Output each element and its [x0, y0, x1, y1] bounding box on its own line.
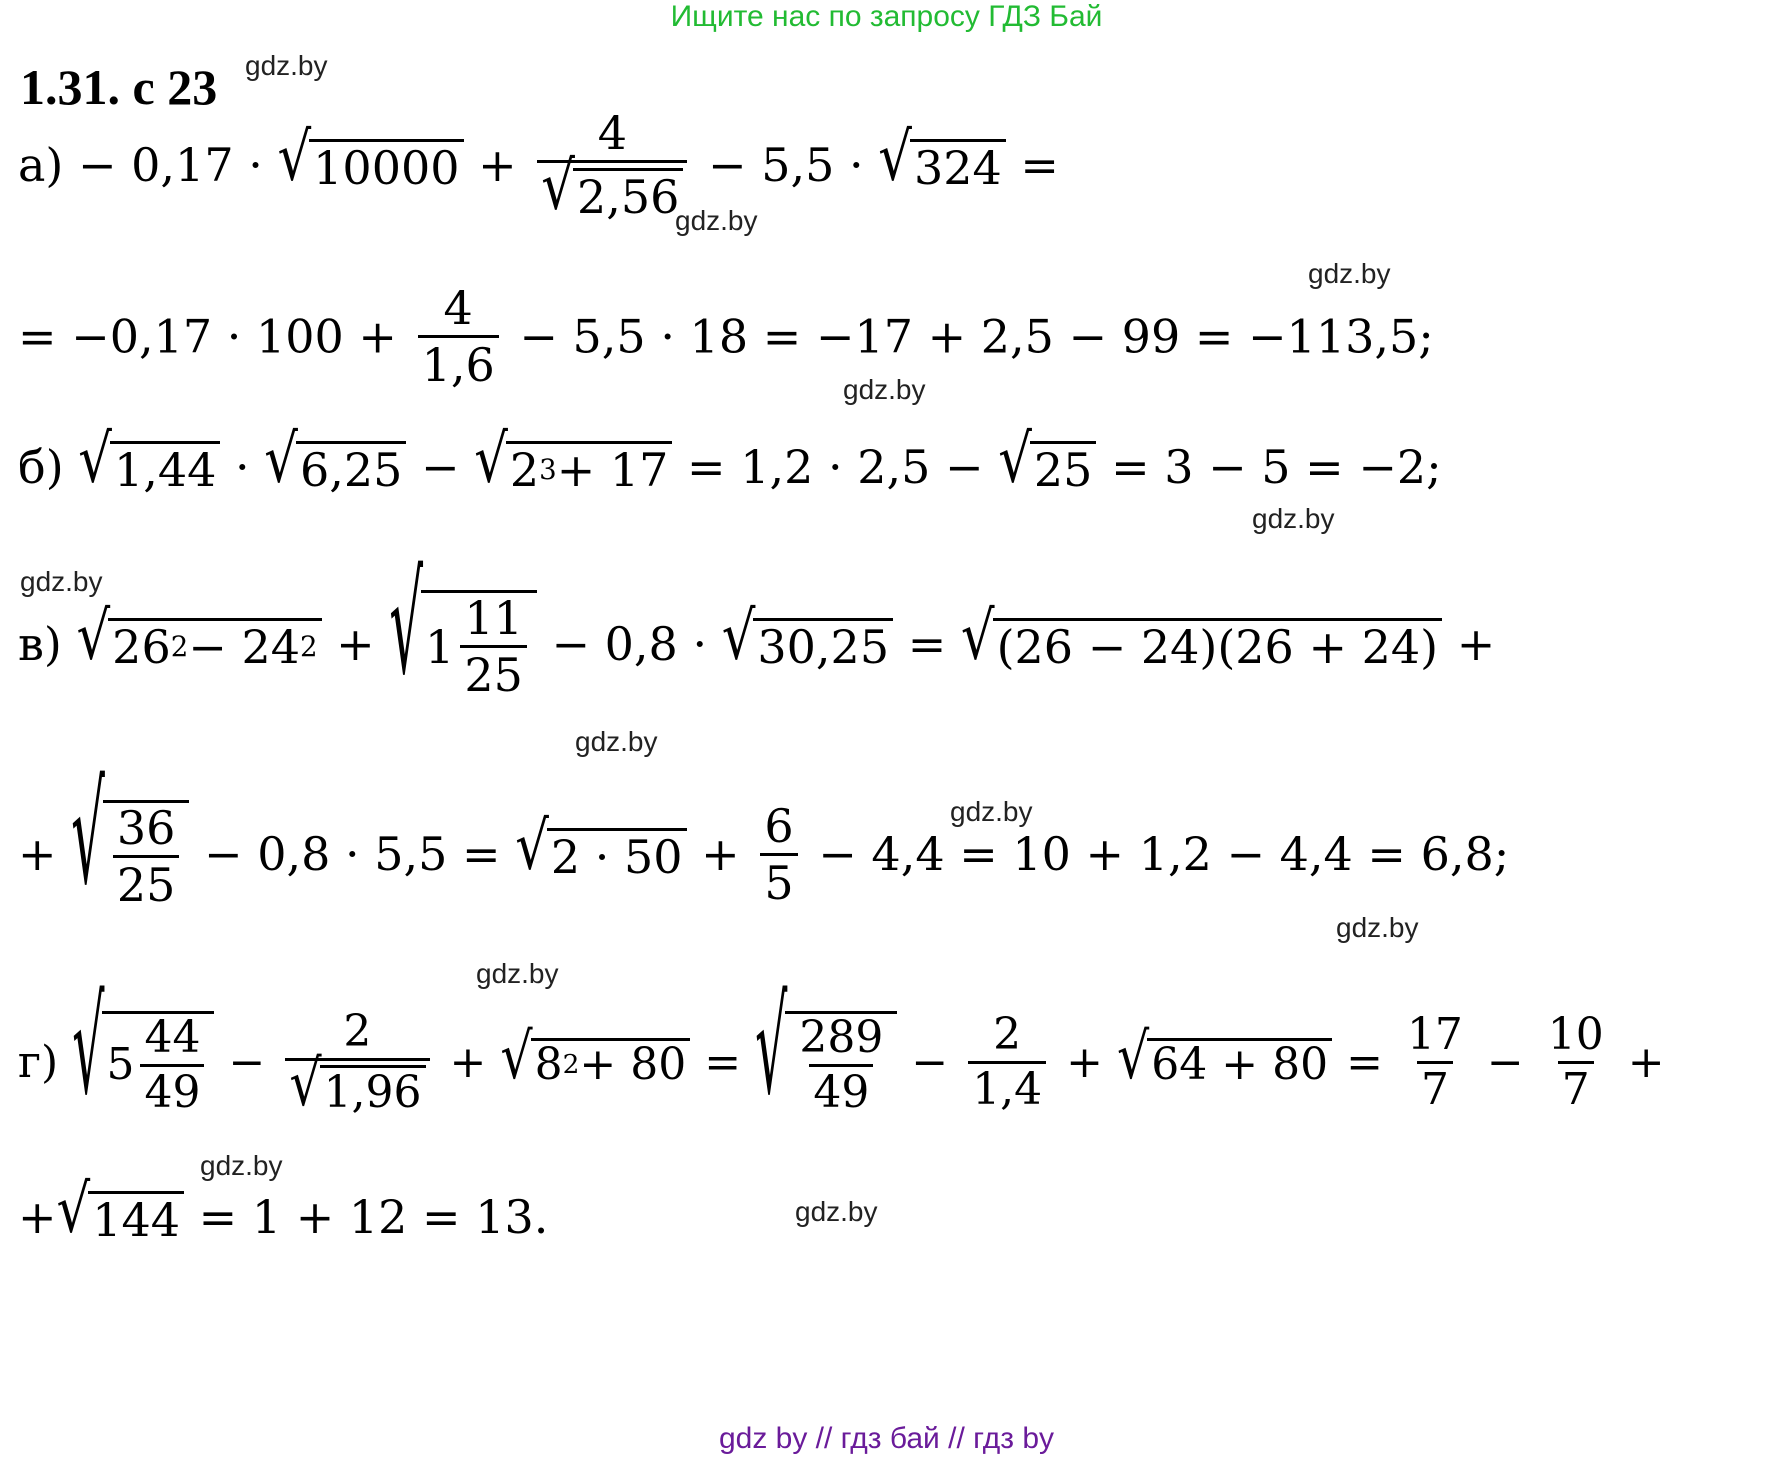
- fraction: $\frac{2}{1,4}$: [968, 1013, 1046, 1112]
- watermark: gdz.by: [843, 374, 926, 405]
- root: √ 5 $\frac{44}{49}$: [72, 1011, 214, 1115]
- root: √ 8 2 + 80: [500, 1038, 690, 1089]
- root: √ 6,25: [264, 441, 406, 494]
- solution-line-g2: + √ 144 = 1 + 12 = 13.: [18, 1171, 549, 1248]
- solution-line-v1: в) √ 26 2 − 24 2 + √ 1 $\frac{11}{25}$ − 0,8 · √ 30,25 = √ (26 − 24)(26 + 24) +: [18, 547, 1496, 707]
- watermark: gdz.by: [245, 50, 328, 81]
- root: √ $\frac{289}{49}$: [755, 1011, 897, 1115]
- fraction: $\frac{17}{7}$: [1406, 1009, 1463, 1116]
- root: √ 1,44: [78, 441, 220, 494]
- watermark: gdz.by: [795, 1196, 878, 1227]
- exercise-title: 1.31. с 23: [20, 59, 218, 115]
- root: √ 144: [57, 1191, 185, 1244]
- watermark: gdz.by: [950, 796, 1033, 827]
- watermark: gdz.by: [200, 1150, 283, 1181]
- fraction: $\frac{6}{5}$: [760, 803, 797, 906]
- fraction: $\frac{4}{1,6}$: [418, 285, 499, 388]
- solution-line-a2: = −0,17 · 100 + $\frac{4}{1,6}$ − 5,5 · 18 = −17 + 2,5 − 99 = −113,5;: [18, 281, 1434, 392]
- root: √ 1 $\frac{11}{25}$: [389, 590, 537, 698]
- watermark: gdz.by: [1336, 912, 1419, 943]
- fraction: $\frac{10}{7}$: [1547, 1009, 1604, 1116]
- watermark: gdz.by: [575, 726, 658, 757]
- root: √ 324: [878, 139, 1006, 192]
- root: √ 2 · 50: [515, 828, 686, 881]
- root: √ (26 − 24)(26 + 24): [961, 618, 1442, 671]
- solution-line-a1: а) − 0,17 · √ 10000 + 4 √ 2,56 − 5,5 · √ 324 =: [18, 106, 1059, 225]
- root: √ 26 2 − 24 2: [76, 618, 321, 671]
- root: √ 64 + 80: [1117, 1038, 1332, 1089]
- watermark: gdz.by: [1308, 258, 1391, 289]
- solution-line-g1: г) √ 5 $\frac{44}{49}$ − 2 √ 1,96 + √ 8 2 + 80 = √ $\frac{289}{49}$ − $\frac{2}{1,4}$ + √ 64 + 80 = $\frac{17}{7}$ − $\frac{10}{7}$ +: [18, 970, 1665, 1124]
- root: √ 30,25: [722, 618, 893, 671]
- watermark: gdz.by: [675, 205, 758, 236]
- watermark: gdz.by: [476, 958, 559, 989]
- fraction: 4 √ 2,56: [537, 110, 687, 220]
- solution-line-b: б) √ 1,44 · √ 6,25 − √ 2 3 + 17 = 1,2 · 2,5 − √ 25 = 3 − 5 = −2;: [18, 421, 1442, 498]
- footer-links: gdz by // гдз бай // гдз by: [718, 1422, 1055, 1455]
- watermark: gdz.by: [20, 566, 103, 597]
- watermark: gdz.by: [1252, 503, 1335, 534]
- fraction: 2 √ 1,96: [285, 1010, 429, 1116]
- root: √ 2 3 + 17: [474, 441, 672, 494]
- root: √ 10000: [277, 139, 463, 192]
- solution-line-v2: + √ $\frac{36}{25}$ − 0,8 · 5,5 = √ 2 · 50 + $\frac{6}{5}$ − 4,4 = 10 + 1,2 − 4,4 = 6,8;: [18, 757, 1510, 917]
- top-banner: Ищите нас по запросу ГДЗ Бай: [670, 0, 1103, 33]
- root: √ 25: [998, 441, 1096, 494]
- root: √ $\frac{36}{25}$: [71, 800, 189, 908]
